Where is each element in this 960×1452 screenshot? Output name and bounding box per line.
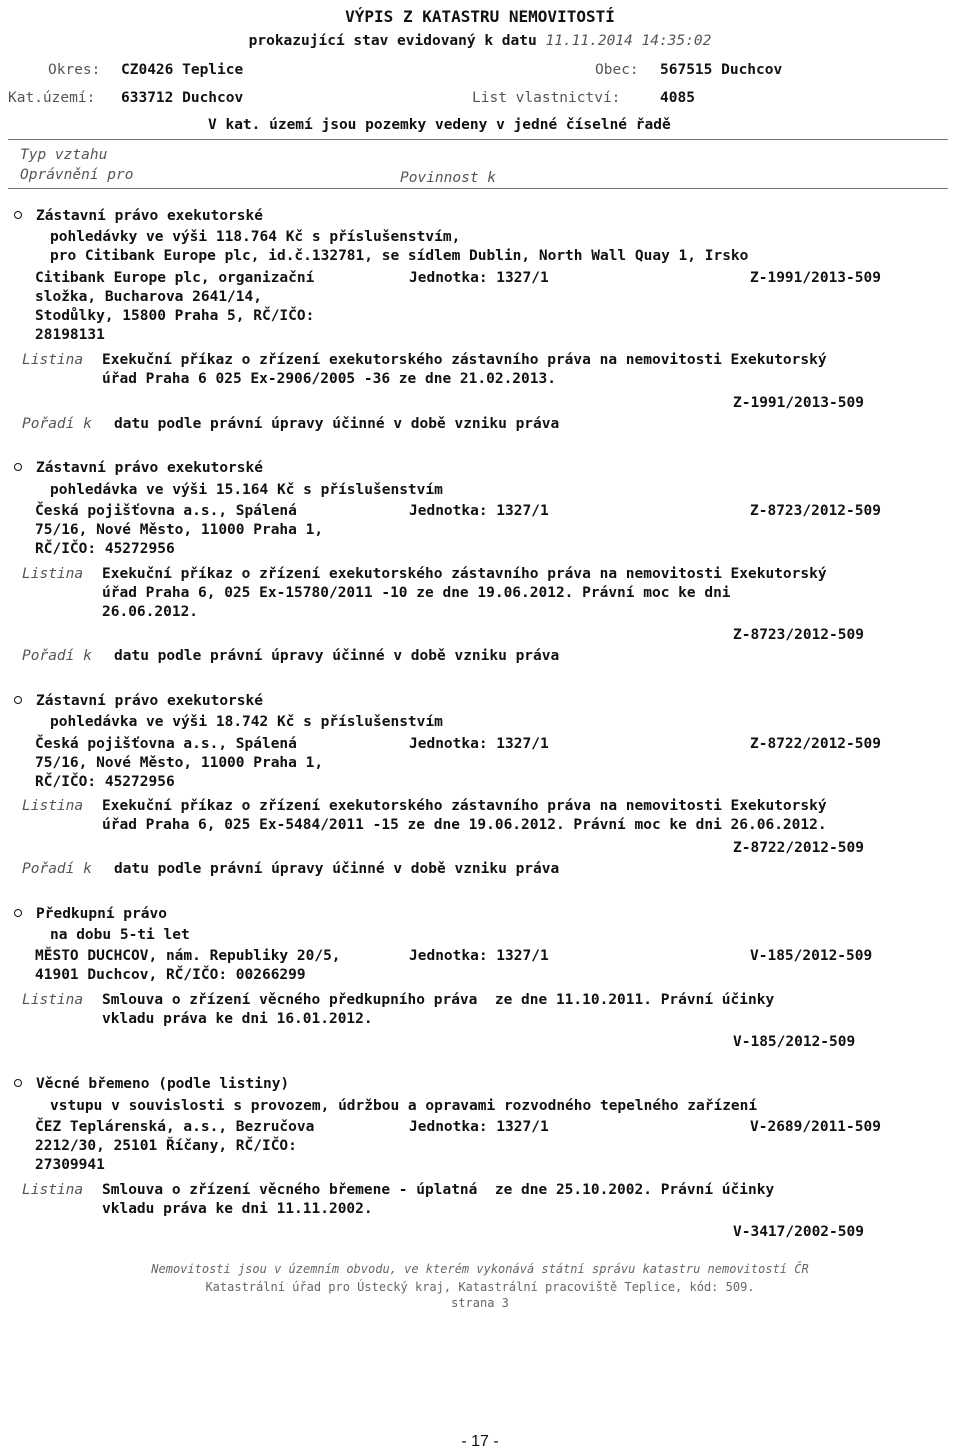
- entry-jednotka: Jednotka: 1327/1: [409, 270, 549, 286]
- subtitle-lead: prokazující stav evidovaný k datu: [248, 33, 537, 49]
- entry-ref: Z-8723/2012-509: [750, 503, 881, 519]
- entry-party: 75/16, Nové Město, 11000 Praha 1,: [35, 522, 324, 538]
- listina-ref: V-3417/2002-509: [733, 1224, 864, 1240]
- entry-party: MĚSTO DUCHCOV, nám. Republiky 20/5,: [35, 948, 341, 964]
- entry-title: Zástavní právo exekutorské: [36, 460, 263, 476]
- entry-jednotka: Jednotka: 1327/1: [409, 1119, 549, 1135]
- katuzemi-value: 633712 Duchcov: [121, 90, 244, 106]
- okres-value: CZ0426 Teplice: [121, 62, 244, 78]
- entry-jednotka: Jednotka: 1327/1: [409, 948, 549, 964]
- bullet-icon: [14, 696, 22, 704]
- poradi-text: datu podle právní úpravy účinné v době vzniku práva: [114, 416, 560, 432]
- bullet-icon: [14, 463, 22, 471]
- entry-party: Česká pojišťovna a.s., Spálená: [35, 736, 297, 752]
- entry-desc: pohledávka ve výši 18.742 Kč s příslušenstvím: [50, 714, 443, 730]
- listina-label: Listina: [22, 352, 84, 368]
- listina-text: 26.06.2012.: [102, 604, 199, 620]
- bullet-icon: [14, 909, 22, 917]
- poradi-text: datu podle právní úpravy účinné v době vzniku práva: [114, 648, 560, 664]
- listina-text: úřad Praha 6, 025 Ex-15780/2011 -10 ze dne 19.06.2012. Právní moc ke dni: [102, 585, 731, 601]
- entry-title: Předkupní právo: [36, 906, 167, 922]
- entry-title: Zástavní právo exekutorské: [36, 693, 263, 709]
- listina-text: Exekuční příkaz o zřízení exekutorského zástavního práva na nemovitosti Exekutorský: [102, 798, 827, 814]
- header-divider: [8, 139, 948, 140]
- entry-ref: V-185/2012-509: [750, 948, 873, 964]
- list-vlastnictvi-value: 4085: [660, 90, 695, 106]
- listina-text: úřad Praha 6, 025 Ex-5484/2011 -15 ze dne 19.06.2012. Právní moc ke dni 26.06.2012.: [102, 817, 827, 833]
- listina-label: Listina: [22, 1182, 84, 1198]
- listina-label: Listina: [22, 566, 84, 582]
- listina-text: vkladu práva ke dni 11.11.2002.: [102, 1201, 373, 1217]
- entry-party: 75/16, Nové Město, 11000 Praha 1,: [35, 755, 324, 771]
- entry-jednotka: Jednotka: 1327/1: [409, 503, 549, 519]
- listina-text: vkladu práva ke dni 16.01.2012.: [102, 1011, 373, 1027]
- footer-page-label: strana 3: [451, 1296, 509, 1310]
- poradi-label: Pořadí k: [22, 416, 92, 432]
- entry-ref: Z-8722/2012-509: [750, 736, 881, 752]
- listina-text: Smlouva o zřízení věcného břemene - úplatná ze dne 25.10.2002. Právní účinky: [102, 1182, 775, 1198]
- listina-text: úřad Praha 6 025 Ex-2906/2005 -36 ze dne 21.02.2013.: [102, 371, 556, 387]
- footer-line-1: Nemovitosti jsou v územním obvodu, ve kterém vykonává státní správu katastru nemovitostí ČR: [151, 1262, 809, 1276]
- col-povinnost-k: Povinnost k: [400, 170, 497, 186]
- entry-desc: pohledávka ve výši 15.164 Kč s příslušenstvím: [50, 482, 443, 498]
- entry-desc: pohledávky ve výši 118.764 Kč s příslušenstvím,: [50, 229, 461, 245]
- entry-party: Stodůlky, 15800 Praha 5, RČ/IČO:: [35, 308, 315, 324]
- entry-ref: V-2689/2011-509: [750, 1119, 881, 1135]
- entry-party: 2212/30, 25101 Říčany, RČ/IČO:: [35, 1138, 297, 1154]
- bullet-icon: [14, 211, 22, 219]
- page-number: - 17 -: [461, 1433, 499, 1450]
- col-typ-vztahu: Typ vztahu: [20, 147, 108, 163]
- entry-title: Zástavní právo exekutorské: [36, 208, 263, 224]
- columns-divider: [8, 188, 948, 189]
- okres-label: Okres:: [48, 62, 101, 78]
- page-title: VÝPIS Z KATASTRU NEMOVITOSTÍ: [345, 7, 615, 26]
- entry-desc: pro Citibank Europe plc, id.č.132781, se sídlem Dublin, North Wall Quay 1, Irsko: [50, 248, 749, 264]
- entry-party: složka, Bucharova 2641/14,: [35, 289, 262, 305]
- subtitle: [0, 32, 960, 50]
- entry-party: 28198131: [35, 327, 105, 343]
- katuzemi-label: Kat.území:: [8, 90, 96, 106]
- listina-text: Exekuční příkaz o zřízení exekutorského zástavního práva na nemovitosti Exekutorský: [102, 566, 827, 582]
- listina-text: Smlouva o zřízení věcného předkupního práva ze dne 11.10.2011. Právní účinky: [102, 992, 775, 1008]
- poradi-text: datu podle právní úpravy účinné v době vzniku práva: [114, 861, 560, 877]
- entry-desc: na dobu 5-ti let: [50, 927, 190, 943]
- obec-value: 567515 Duchcov: [660, 62, 783, 78]
- footer-line-2: Katastrální úřad pro Ústecký kraj, Katastrální pracoviště Teplice, kód: 509.: [205, 1280, 755, 1294]
- entry-party: Citibank Europe plc, organizační: [35, 270, 315, 286]
- entry-desc: vstupu v souvislosti s provozem, údržbou a opravami rozvodného tepelného zařízení: [50, 1098, 758, 1114]
- listina-text: Exekuční příkaz o zřízení exekutorského zástavního práva na nemovitosti Exekutorský: [102, 352, 827, 368]
- entry-party: ČEZ Teplárenská, a.s., Bezručova: [35, 1119, 315, 1135]
- entry-ref: Z-1991/2013-509: [750, 270, 881, 286]
- entry-title: Věcné břemeno (podle listiny): [36, 1076, 290, 1092]
- listina-label: Listina: [22, 798, 84, 814]
- poradi-label: Pořadí k: [22, 648, 92, 664]
- entry-party: RČ/IČO: 45272956: [35, 774, 175, 790]
- report-datetime: 11.11.2014 14:35:02: [545, 33, 712, 49]
- numbering-note: V kat. území jsou pozemky vedeny v jedné číselné řadě: [208, 117, 671, 133]
- col-opravneni-pro: Oprávnění pro: [20, 167, 134, 183]
- listina-ref: Z-8722/2012-509: [733, 840, 864, 856]
- listina-label: Listina: [22, 992, 84, 1008]
- obec-label: Obec:: [595, 62, 639, 78]
- entry-party: 41901 Duchcov, RČ/IČO: 00266299: [35, 967, 306, 983]
- bullet-icon: [14, 1079, 22, 1087]
- entry-party: Česká pojišťovna a.s., Spálená: [35, 503, 297, 519]
- entry-party: RČ/IČO: 45272956: [35, 541, 175, 557]
- entry-party: 27309941: [35, 1157, 105, 1173]
- listina-ref: Z-8723/2012-509: [733, 627, 864, 643]
- listina-ref: Z-1991/2013-509: [733, 395, 864, 411]
- entry-jednotka: Jednotka: 1327/1: [409, 736, 549, 752]
- listina-ref: V-185/2012-509: [733, 1034, 856, 1050]
- poradi-label: Pořadí k: [22, 861, 92, 877]
- list-vlastnictvi-label: List vlastnictví:: [472, 90, 621, 106]
